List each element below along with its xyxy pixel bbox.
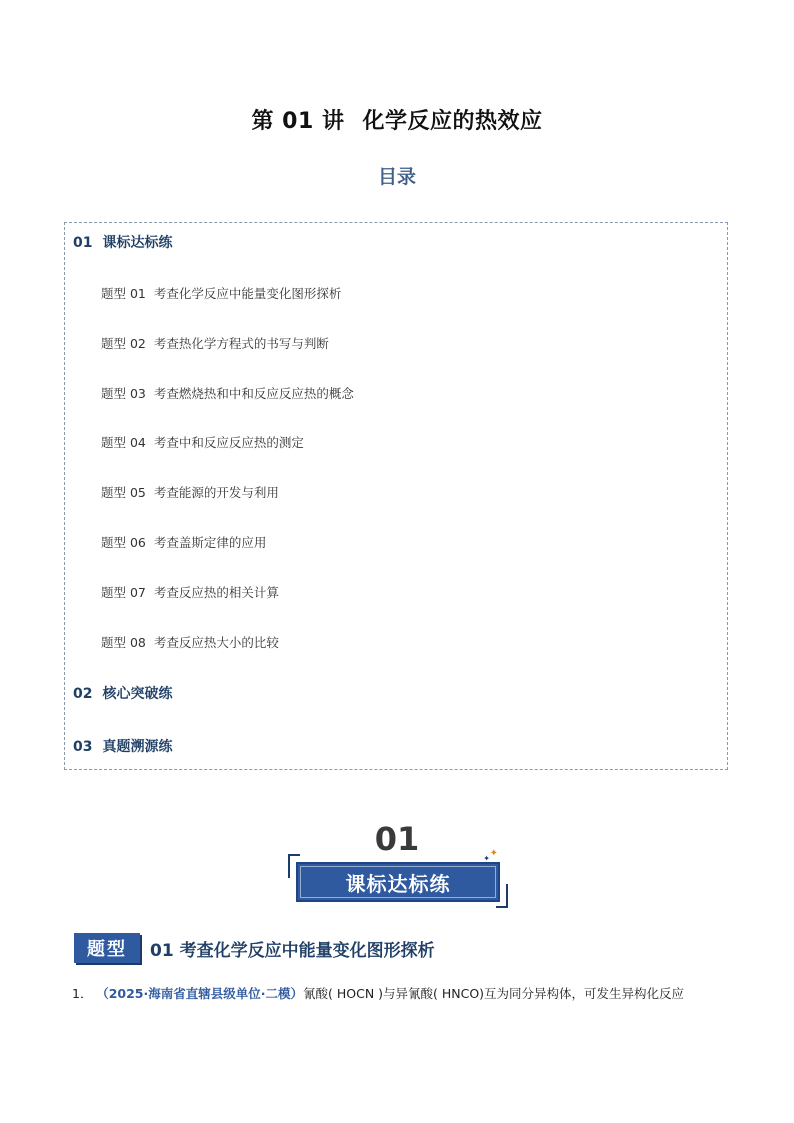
toc-item-text: 考查中和反应反应热的测定 bbox=[153, 435, 304, 450]
toc-item-label: 题型 08 bbox=[101, 635, 146, 650]
banner-label: 课标达标练 bbox=[296, 862, 500, 902]
toc-item-text: 考查热化学方程式的书写与判断 bbox=[153, 336, 329, 351]
toc-section-label: 真题溯源练 bbox=[102, 739, 173, 755]
question-number: 1． bbox=[72, 986, 93, 1001]
toc-item-text: 考查燃烧热和中和反应反应热的概念 bbox=[153, 386, 354, 401]
lecture-number: 第 01 讲 bbox=[251, 109, 345, 134]
toc-section-number: 03 bbox=[73, 739, 93, 755]
type-title bbox=[150, 936, 435, 961]
banner-inner-border bbox=[300, 866, 496, 898]
toc-section-label: 核心突破练 bbox=[102, 686, 173, 702]
question-type-header bbox=[74, 932, 435, 964]
toc-section-2[interactable] bbox=[73, 683, 172, 703]
toc-item-text: 考查化学反应中能量变化图形探析 bbox=[153, 286, 342, 301]
toc-item-3[interactable] bbox=[101, 384, 354, 402]
toc-section-number: 01 bbox=[73, 235, 93, 251]
section-banner bbox=[284, 820, 510, 916]
toc-item-label: 题型 05 bbox=[101, 485, 146, 500]
lecture-title: 化学反应的热效应 bbox=[362, 109, 543, 134]
type-tag: 题型 bbox=[74, 933, 140, 963]
sparkle-small-icon: ✦ bbox=[483, 854, 490, 863]
toc-item-1[interactable] bbox=[101, 284, 341, 302]
question-source: （2025·海南省直辖县级单位·二模） bbox=[102, 986, 303, 1001]
toc-heading: 目录 bbox=[377, 166, 416, 188]
toc-item-8[interactable] bbox=[101, 633, 279, 651]
toc-section-label: 课标达标练 bbox=[102, 235, 173, 251]
sparkle-icon: ✦ bbox=[489, 848, 498, 859]
page-title bbox=[0, 104, 794, 135]
toc-section-3[interactable] bbox=[73, 736, 172, 756]
banner-number: 01 bbox=[374, 820, 420, 858]
toc-item-text: 考查反应热的相关计算 bbox=[153, 585, 279, 600]
toc-item-text: 考查反应热大小的比较 bbox=[153, 635, 279, 650]
toc-item-5[interactable] bbox=[101, 483, 279, 501]
type-number: 01 bbox=[150, 940, 174, 961]
toc-item-4[interactable] bbox=[101, 433, 304, 451]
toc-item-label: 题型 01 bbox=[101, 286, 146, 301]
toc-section-1[interactable] bbox=[73, 232, 172, 252]
question-text: 氰酸( HOCN )与异氰酸( HNCO)互为同分异构体，可发生异构化反应 bbox=[303, 986, 685, 1001]
table-of-contents bbox=[64, 222, 728, 770]
toc-item-label: 题型 02 bbox=[101, 336, 146, 351]
toc-item-label: 题型 07 bbox=[101, 585, 146, 600]
question-1 bbox=[72, 984, 732, 1002]
toc-item-label: 题型 06 bbox=[101, 535, 146, 550]
toc-section-number: 02 bbox=[73, 686, 93, 702]
toc-item-label: 题型 04 bbox=[101, 435, 146, 450]
toc-item-2[interactable] bbox=[101, 334, 329, 352]
toc-item-text: 考查能源的开发与利用 bbox=[153, 485, 279, 500]
toc-item-label: 题型 03 bbox=[101, 386, 146, 401]
type-title-text: 考查化学反应中能量变化图形探析 bbox=[179, 940, 435, 961]
toc-item-7[interactable] bbox=[101, 583, 279, 601]
toc-item-text: 考查盖斯定律的应用 bbox=[153, 535, 267, 550]
toc-item-6[interactable] bbox=[101, 533, 266, 551]
